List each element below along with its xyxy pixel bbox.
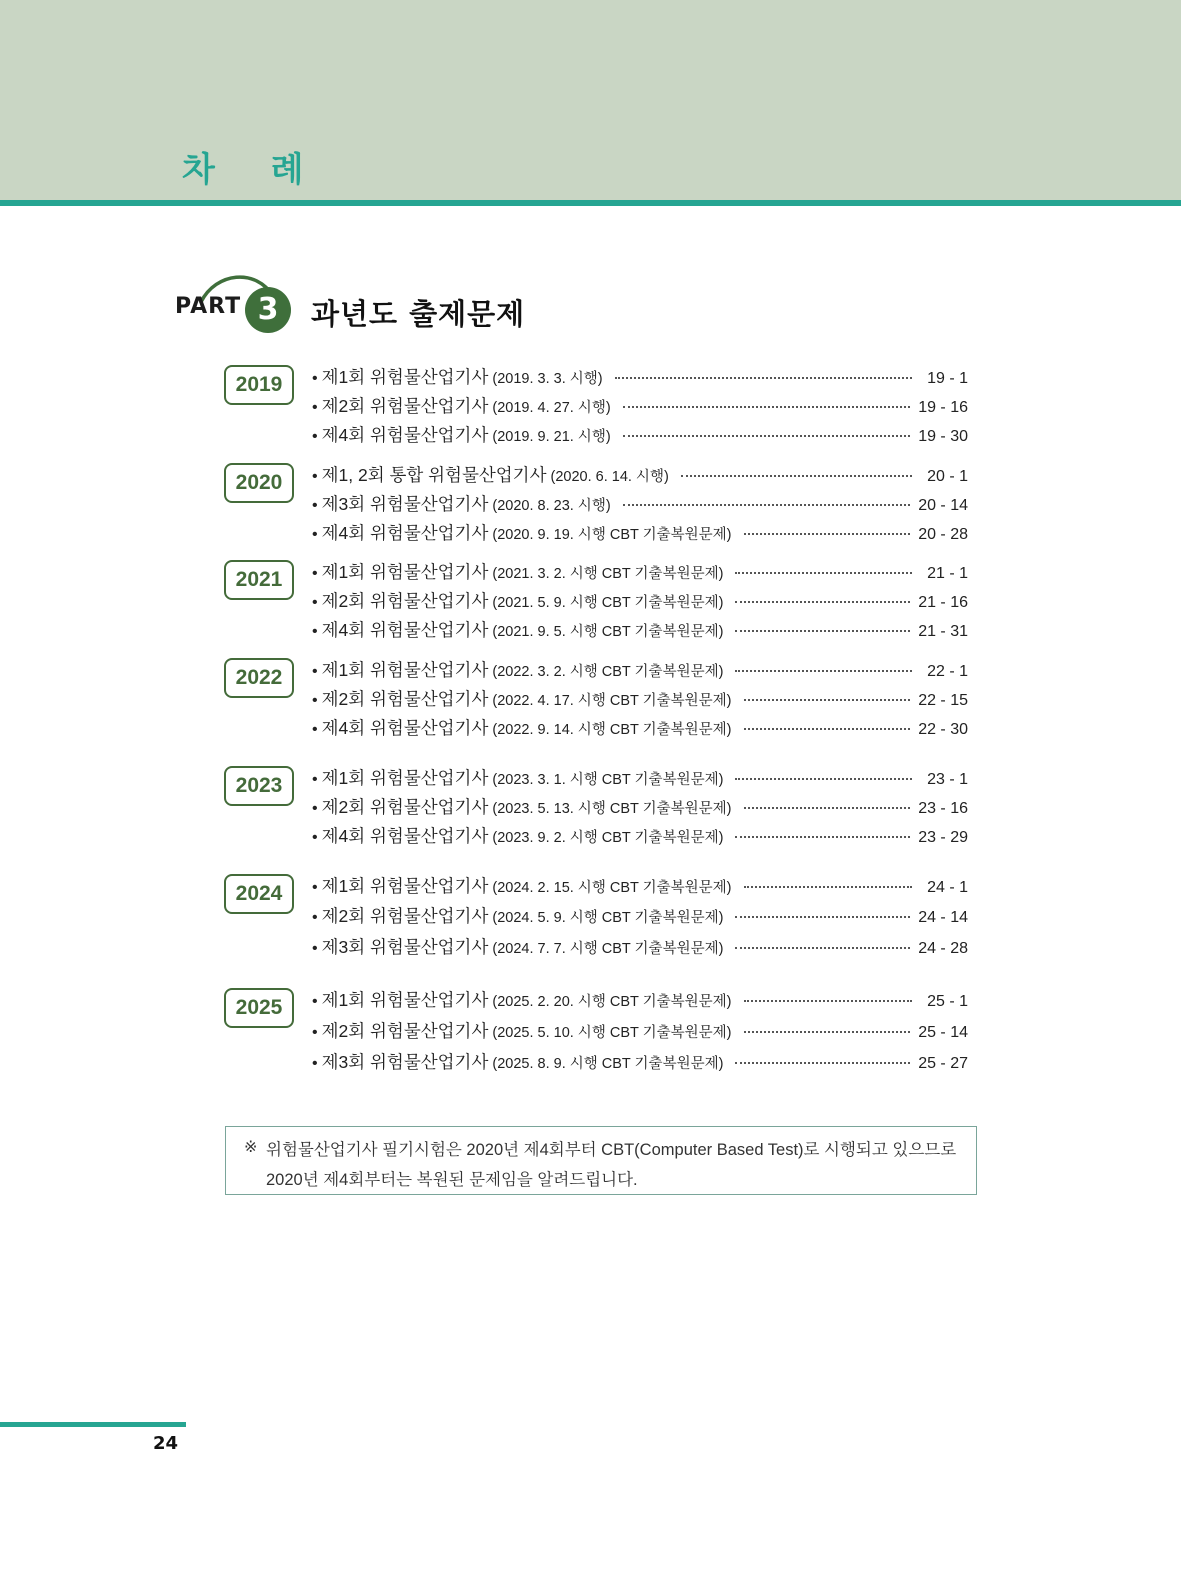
bullet-icon: • bbox=[312, 879, 318, 896]
bullet-icon: • bbox=[312, 565, 318, 582]
bullet-icon: • bbox=[312, 370, 318, 387]
dot-leader bbox=[623, 434, 911, 437]
bullet-icon: • bbox=[312, 909, 318, 926]
toc-entry[interactable] bbox=[312, 422, 968, 446]
dot-leader bbox=[735, 946, 910, 949]
toc-entry-title: 제2회 위험물산업기사 bbox=[321, 1021, 489, 1041]
footer-rule bbox=[0, 1422, 186, 1427]
toc-entry-title: 제2회 위험물산업기사 bbox=[321, 689, 489, 709]
header-rule bbox=[0, 200, 1181, 206]
toc-entry-detail: (2022. 4. 17. 시행 CBT 기출복원문제) bbox=[492, 693, 732, 709]
toc-entry-page: 25 - 1 bbox=[927, 993, 968, 1010]
dot-leader bbox=[735, 571, 912, 574]
bullet-icon: • bbox=[312, 1055, 318, 1072]
toc-entry-page: 24 - 28 bbox=[918, 940, 968, 957]
toc-entry[interactable] bbox=[312, 491, 968, 515]
toc-entry-page: 23 - 1 bbox=[927, 771, 968, 788]
toc-entry-detail: (2020. 6. 14. 시행) bbox=[550, 469, 669, 485]
toc-entry[interactable] bbox=[312, 364, 968, 388]
toc-entry-title: 제1회 위험물산업기사 bbox=[321, 876, 489, 896]
dot-leader bbox=[623, 503, 911, 506]
dot-leader bbox=[744, 532, 911, 535]
toc-entry-page: 21 - 16 bbox=[918, 594, 968, 611]
toc-entry-title: 제3회 위험물산업기사 bbox=[321, 937, 489, 957]
bullet-icon: • bbox=[312, 623, 318, 640]
dot-leader bbox=[735, 600, 910, 603]
bullet-icon: • bbox=[312, 497, 318, 514]
reference-mark: ※ bbox=[244, 1139, 258, 1156]
part-number-badge: 3 bbox=[245, 287, 291, 333]
dot-leader bbox=[744, 727, 911, 730]
bullet-icon: • bbox=[312, 399, 318, 416]
notice-box bbox=[225, 1126, 977, 1195]
dot-leader bbox=[744, 999, 913, 1002]
toc-entry-title: 제1, 2회 통합 위험물산업기사 bbox=[321, 465, 547, 485]
bullet-icon: • bbox=[312, 993, 318, 1010]
toc-entry-detail: (2024. 5. 9. 시행 CBT 기출복원문제) bbox=[492, 910, 724, 926]
toc-entry-page: 22 - 30 bbox=[918, 721, 968, 738]
dot-leader bbox=[735, 669, 912, 672]
toc-entry-detail: (2022. 9. 14. 시행 CBT 기출복원문제) bbox=[492, 722, 732, 738]
bullet-icon: • bbox=[312, 663, 318, 680]
year-badge: 2020 bbox=[224, 463, 294, 503]
toc-entry[interactable] bbox=[312, 462, 968, 486]
bullet-icon: • bbox=[312, 829, 318, 846]
toc-entry-page: 21 - 1 bbox=[927, 565, 968, 582]
bullet-icon: • bbox=[312, 428, 318, 445]
year-badge: 2019 bbox=[224, 365, 294, 405]
toc-entry-detail: (2019. 9. 21. 시행) bbox=[492, 429, 611, 445]
bullet-icon: • bbox=[312, 692, 318, 709]
toc-entry-detail: (2023. 3. 1. 시행 CBT 기출복원문제) bbox=[492, 772, 724, 788]
toc-entry-page: 20 - 14 bbox=[918, 497, 968, 514]
toc-entry-detail: (2024. 2. 15. 시행 CBT 기출복원문제) bbox=[492, 880, 732, 896]
dot-leader bbox=[735, 629, 910, 632]
bullet-icon: • bbox=[312, 721, 318, 738]
toc-entry-page: 20 - 28 bbox=[918, 526, 968, 543]
toc-entry-detail: (2021. 5. 9. 시행 CBT 기출복원문제) bbox=[492, 595, 724, 611]
bullet-icon: • bbox=[312, 1024, 318, 1041]
toc-entry[interactable] bbox=[312, 686, 968, 710]
notice-line-2: 2020년 제4회부터는 복원된 문제임을 알려드립니다. bbox=[266, 1171, 638, 1189]
bullet-icon: • bbox=[312, 526, 318, 543]
toc-entry-title: 제1회 위험물산업기사 bbox=[321, 562, 489, 582]
toc-entry-title: 제4회 위험물산업기사 bbox=[321, 620, 489, 640]
toc-entry-page: 23 - 29 bbox=[918, 829, 968, 846]
toc-entry-page: 22 - 1 bbox=[927, 663, 968, 680]
dot-leader bbox=[735, 835, 910, 838]
year-badge: 2024 bbox=[224, 874, 294, 914]
dot-leader bbox=[744, 806, 911, 809]
toc-entry[interactable] bbox=[312, 559, 968, 583]
toc-entry-title: 제4회 위험물산업기사 bbox=[321, 718, 489, 738]
bullet-icon: • bbox=[312, 771, 318, 788]
toc-entry-title: 제3회 위험물산업기사 bbox=[321, 494, 489, 514]
bullet-icon: • bbox=[312, 594, 318, 611]
page-number: 24 bbox=[153, 1433, 179, 1454]
toc-entry-detail: (2020. 9. 19. 시행 CBT 기출복원문제) bbox=[492, 527, 732, 543]
year-badge: 2021 bbox=[224, 560, 294, 600]
toc-entry-title: 제2회 위험물산업기사 bbox=[321, 906, 489, 926]
part-header bbox=[175, 262, 775, 342]
part-label: PART bbox=[175, 294, 242, 319]
dot-leader bbox=[735, 1061, 910, 1064]
toc-entry-page: 25 - 27 bbox=[918, 1055, 968, 1072]
toc-entry[interactable] bbox=[312, 393, 968, 417]
toc-entry[interactable] bbox=[312, 657, 968, 681]
year-badge: 2023 bbox=[224, 766, 294, 806]
toc-entry[interactable] bbox=[312, 715, 968, 739]
dot-leader bbox=[615, 376, 912, 379]
toc-entry-title: 제1회 위험물산업기사 bbox=[321, 367, 489, 387]
notice-line-1: 위험물산업기사 필기시험은 2020년 제4회부터 CBT(Computer Based Test)로 시행되고 있으므로 bbox=[266, 1141, 957, 1159]
toc-entry-detail: (2021. 9. 5. 시행 CBT 기출복원문제) bbox=[492, 624, 724, 640]
toc-entry-title: 제1회 위험물산업기사 bbox=[321, 660, 489, 680]
dot-leader bbox=[735, 915, 910, 918]
toc-entry-page: 22 - 15 bbox=[918, 692, 968, 709]
toc-entry[interactable] bbox=[312, 588, 968, 612]
toc-entry[interactable] bbox=[312, 617, 968, 641]
toc-entry[interactable] bbox=[312, 520, 968, 544]
dot-leader bbox=[735, 777, 912, 780]
dot-leader bbox=[744, 698, 911, 701]
dot-leader bbox=[744, 885, 913, 888]
toc-entry-detail: (2024. 7. 7. 시행 CBT 기출복원문제) bbox=[492, 941, 724, 957]
toc-entry-page: 23 - 16 bbox=[918, 800, 968, 817]
toc-entry-page: 21 - 31 bbox=[918, 623, 968, 640]
toc-entry-detail: (2023. 5. 13. 시행 CBT 기출복원문제) bbox=[492, 801, 732, 817]
toc-entry-detail: (2025. 5. 10. 시행 CBT 기출복원문제) bbox=[492, 1025, 732, 1041]
header-band bbox=[0, 0, 1181, 200]
toc-entry-detail: (2025. 2. 20. 시행 CBT 기출복원문제) bbox=[492, 994, 732, 1010]
toc-entry-detail: (2022. 3. 2. 시행 CBT 기출복원문제) bbox=[492, 664, 724, 680]
toc-entry-page: 19 - 1 bbox=[927, 370, 968, 387]
bullet-icon: • bbox=[312, 800, 318, 817]
toc-entry-detail: (2025. 8. 9. 시행 CBT 기출복원문제) bbox=[492, 1056, 724, 1072]
toc-entry[interactable] bbox=[312, 794, 968, 818]
toc-entry-title: 제3회 위험물산업기사 bbox=[321, 1052, 489, 1072]
toc-entry[interactable] bbox=[312, 934, 968, 958]
toc-entry-title: 제1회 위험물산업기사 bbox=[321, 990, 489, 1010]
toc-entry-page: 19 - 16 bbox=[918, 399, 968, 416]
dot-leader bbox=[681, 474, 912, 477]
toc-entry-detail: (2021. 3. 2. 시행 CBT 기출복원문제) bbox=[492, 566, 724, 582]
toc-entry-title: 제2회 위험물산업기사 bbox=[321, 396, 489, 416]
page-title: 차 례 bbox=[182, 150, 326, 190]
toc-entry-title: 제4회 위험물산업기사 bbox=[321, 425, 489, 445]
toc-entry[interactable] bbox=[312, 1049, 968, 1073]
toc-entry-detail: (2020. 8. 23. 시행) bbox=[492, 498, 611, 514]
dot-leader bbox=[744, 1030, 911, 1033]
toc-entry[interactable] bbox=[312, 873, 968, 897]
toc-entry-title: 제1회 위험물산업기사 bbox=[321, 768, 489, 788]
toc-entry-detail: (2019. 3. 3. 시행) bbox=[492, 371, 603, 387]
toc-entry-page: 20 - 1 bbox=[927, 468, 968, 485]
toc-entry[interactable] bbox=[312, 987, 968, 1011]
toc-entry-detail: (2019. 4. 27. 시행) bbox=[492, 400, 611, 416]
toc-entry-title: 제4회 위험물산업기사 bbox=[321, 523, 489, 543]
toc-entry-page: 19 - 30 bbox=[918, 428, 968, 445]
toc-entry[interactable] bbox=[312, 823, 968, 847]
toc-entry[interactable] bbox=[312, 765, 968, 789]
dot-leader bbox=[623, 405, 911, 408]
year-badge: 2025 bbox=[224, 988, 294, 1028]
part-title: 과년도 출제문제 bbox=[311, 297, 526, 331]
year-badge: 2022 bbox=[224, 658, 294, 698]
bullet-icon: • bbox=[312, 940, 318, 957]
toc-entry-page: 24 - 14 bbox=[918, 909, 968, 926]
toc-entry-title: 제2회 위험물산업기사 bbox=[321, 797, 489, 817]
bullet-icon: • bbox=[312, 468, 318, 485]
toc-entry-page: 24 - 1 bbox=[927, 879, 968, 896]
toc-entry-detail: (2023. 9. 2. 시행 CBT 기출복원문제) bbox=[492, 830, 724, 846]
toc-entry-page: 25 - 14 bbox=[918, 1024, 968, 1041]
toc-entry[interactable] bbox=[312, 903, 968, 927]
toc-entry-title: 제2회 위험물산업기사 bbox=[321, 591, 489, 611]
toc-entry-title: 제4회 위험물산업기사 bbox=[321, 826, 489, 846]
toc-entry[interactable] bbox=[312, 1018, 968, 1042]
